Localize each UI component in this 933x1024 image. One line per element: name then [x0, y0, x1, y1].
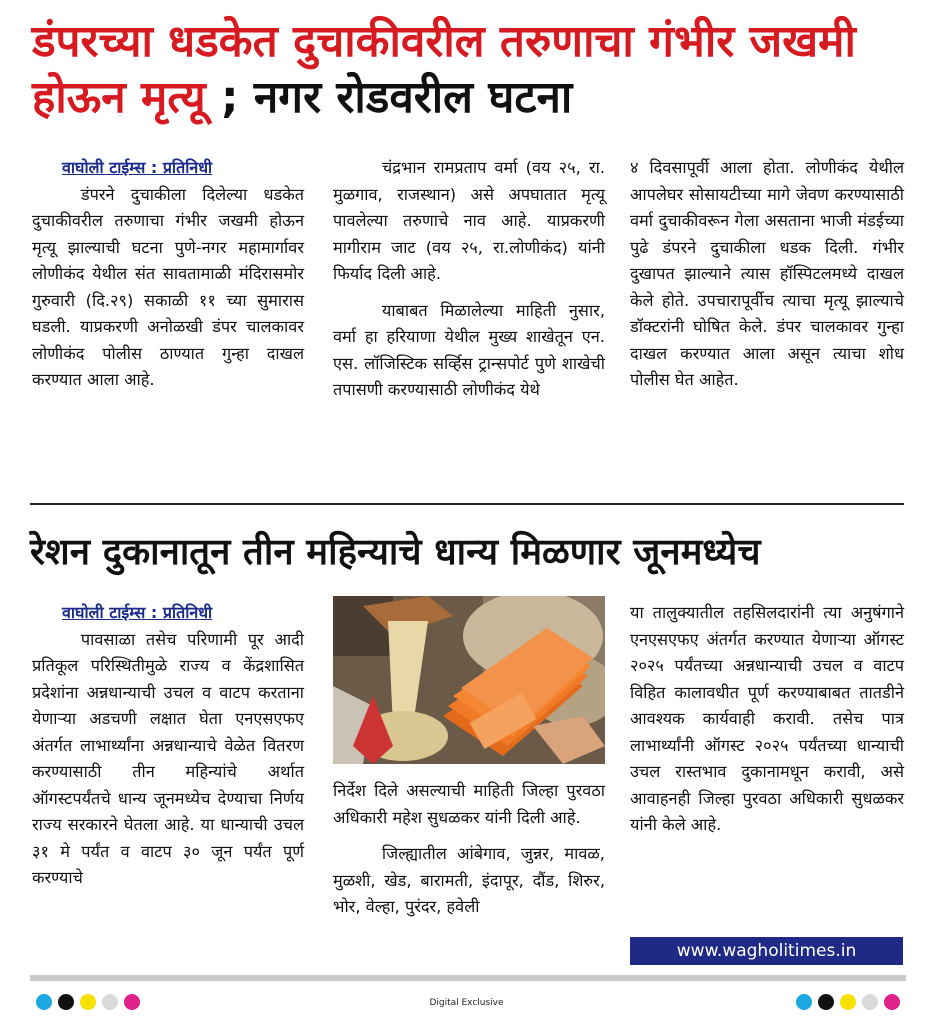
- article1-col2-para1: चंद्रभान रामप्रताप वर्मा (वय २५, रा. मुळगाव, राजस्थान) असे अपघातात मृत्यू पावलेल्या तरुणाचे नाव आहे. याप्रकरणी मागीराम जाट (वय २५, रा.लोणीकंद) यांनी फिर्याद दिली आहे.: [333, 158, 605, 283]
- article1-headline-sep: ;: [205, 72, 254, 123]
- ration-photo-illustration: [333, 596, 605, 764]
- article2-headline: रेशन दुकानातून तीन महिन्याचे धान्य मिळणार जूनमध्येच: [30, 530, 761, 573]
- article1-col3-text: ४ दिवसापूर्वी आला होता. लोणीकंद येथील आपलेघर सोसायटीच्या मागे जेवण करण्यासाठी वर्मा दुचाकीवरून गेला असताना भाजी मंडईच्या पुढे डंपरने दुचाकीला धडक दिली. गंभीर दुखापत झाल्याने त्यास हॉस्पिटलमध्ये दाखल केले होते. उपचारापूर्वीच त्याचा मृत्यू झाल्याचे डॉक्टरांनी घोषित केले. डंपर चालकावर गुन्हा दाखल करण्यात आला असून त्याचा शोध पोलीस घेत आहेत.: [630, 158, 904, 389]
- article2-column-3: [630, 600, 904, 839]
- article1-headline-red: डंपरच्या धडकेत दुचाकीवरील तरुणाचा गंभीर जखमी होऊन मृत्यू: [32, 16, 856, 123]
- article1-column-2: [333, 155, 605, 404]
- article1-col1-text: डंपरने दुचाकीला दिलेल्या धडकेत दुचाकीवरील तरुणाचा गंभीर जखमी होऊन मृत्यू झाल्याची घटना पुणे-नगर महामार्गावर लोणीकंद येथील संत सावतामाळी मंदिरासमोर गुरुवारी (दि.२९) सकाळी ११ च्या सुमारास घडली. याप्रकरणी अनोळखी डंपर चालकावर लोणीकंद पोलीस ठाण्यात गुन्हा दाखल करण्यात आला आहे.: [32, 184, 304, 389]
- article1-column-3: [630, 155, 904, 394]
- article1-column-1: [32, 155, 304, 394]
- article2-col2-para1: निर्देश दिले असल्याची माहिती जिल्हा पुरवठा अधिकारी महेश सुधळकर यांनी दिली आहे.: [333, 781, 605, 827]
- article1-byline: वाघोली टाईम्स : प्रतिनिधी: [62, 158, 213, 177]
- article2-column-1: [32, 600, 304, 892]
- article2-col2-para2: जिल्ह्यातील आंबेगाव, जुन्नर, मावळ, मुळशी, खेड, बारामती, इंदापूर, दौंड, शिरुर, भोर, वेल्हा, पुरंदर, हवेली: [333, 844, 605, 916]
- ration-grain-photo: [333, 596, 605, 764]
- article1-col2-para2: याबाबत मिळालेल्या माहिती नुसार, वर्मा हा हरियाणा येथील मुख्य शाखेतून एन. एस. लॉजिस्टिक सर्व्हिस ट्रान्सपोर्ट पुणे शाखेची तपासणी करण्यासाठी लोणीकंद येथे: [333, 300, 605, 399]
- article2-col3-text: या तालुक्यातील तहसिलदारांनी त्या अनुषंगाने एनएसएफए अंतर्गत करण्यात येणाऱ्या ऑगस्ट २०२५ पर्यंतच्या अन्नधान्याची उचल व वाटप विहित कालावधीत पूर्ण करण्याबाबत तातडीने आवश्यक कार्यवाही करावी. तसेच पात्र लाभार्थ्यांनी ऑगस्ट २०२५ पर्यंतच्या धान्याची उचल रास्तभाव दुकानामधून करावी, असे आवाहनही जिल्हा पुरवठा अधिकारी सुधळकर यांनी केले आहे.: [630, 603, 904, 834]
- article2-column-2: [333, 778, 605, 921]
- footer-label: Digital Exclusive: [429, 998, 504, 1008]
- article2-byline: वाघोली टाईम्स : प्रतिनिधी: [62, 603, 213, 622]
- section-divider: [30, 503, 904, 505]
- website-url-link[interactable]: www.wagholitimes.in: [630, 937, 903, 965]
- bottom-bar: [30, 975, 906, 981]
- article2-col1-text: पावसाळा तसेच परिणामी पूर आदी प्रतिकूल परिस्थितीमुळे राज्य व केंद्रशासित प्रदेशांना अन्नधान्याची उचल व वाटप करताना येणाऱ्या अडचणी लक्षात घेता एनएसएफए अंतर्गत लाभार्थ्यांना अन्नधान्याचे वेळेत वितरण करण्यासाठी तीन महिन्यांचे अर्थात ऑगस्टपर्यंतचे धान्य जूनमध्येच देण्याचा निर्णय राज्य सरकारने घेतला आहे. या धान्याची उचल ३१ मे पर्यंत व वाटप ३० जून पर्यंत पूर्ण करण्याचे: [32, 629, 304, 887]
- article1-headline: [32, 14, 912, 126]
- article1-headline-black: नगर रोडवरील घटना: [253, 72, 573, 123]
